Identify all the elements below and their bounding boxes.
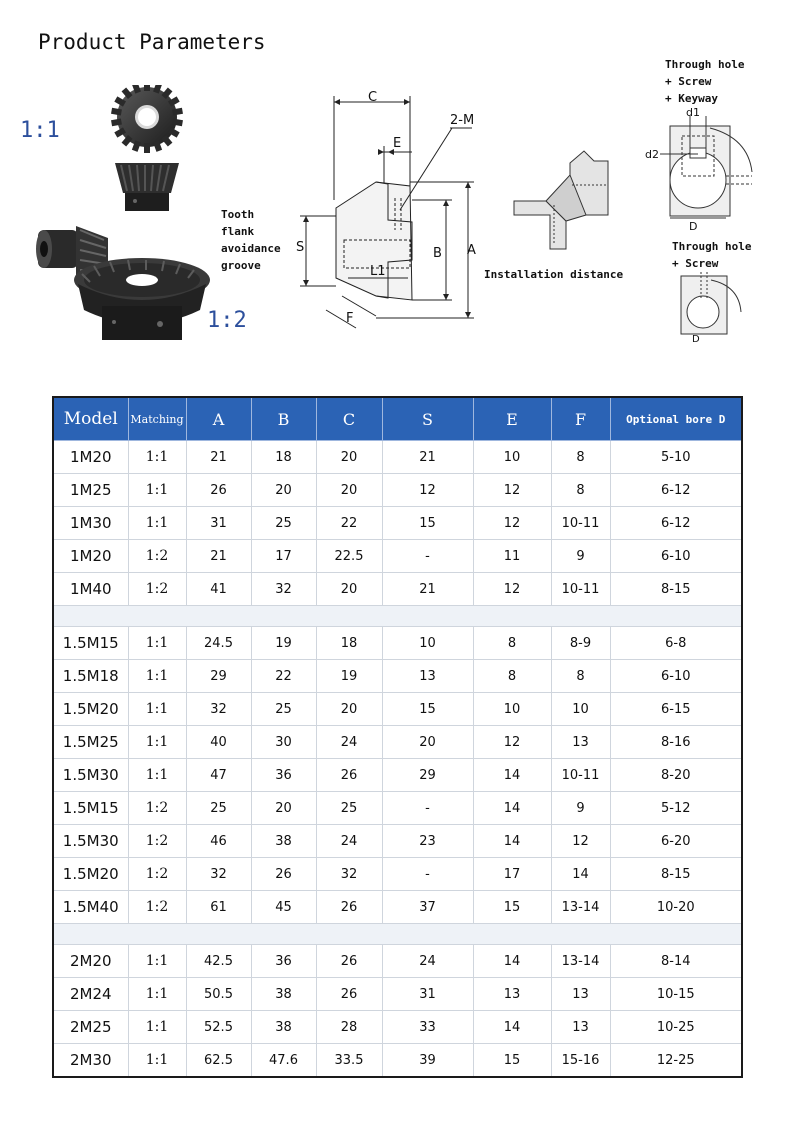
cell-b: 20	[251, 792, 316, 825]
cell-b: 38	[251, 1011, 316, 1044]
cell-c: 28	[316, 1011, 382, 1044]
cell-bore: 5-12	[610, 792, 742, 825]
cell-b: 26	[251, 858, 316, 891]
cell-bore: 10-25	[610, 1011, 742, 1044]
table-row	[53, 573, 742, 606]
cell-a: 24.5	[186, 627, 251, 660]
dim-e-label: E	[393, 136, 402, 151]
cell-matching: 1:1	[128, 627, 186, 660]
cell-f: 10-11	[551, 759, 610, 792]
cell-b: 20	[251, 474, 316, 507]
cell-f: 10-11	[551, 507, 610, 540]
cell-e: 8	[473, 660, 551, 693]
cell-c: 33.5	[316, 1044, 382, 1078]
cell-f: 14	[551, 858, 610, 891]
cell-e: 17	[473, 858, 551, 891]
cell-a: 41	[186, 573, 251, 606]
cell-e: 12	[473, 726, 551, 759]
cell-f: 9	[551, 540, 610, 573]
cell-s: 13	[382, 660, 473, 693]
header-c: C	[316, 397, 382, 441]
cell-model: 1M30	[53, 507, 128, 540]
cell-c: 20	[316, 474, 382, 507]
table-row	[53, 660, 742, 693]
cell-matching: 1:1	[128, 1044, 186, 1078]
header-a: A	[186, 397, 251, 441]
header-s: S	[382, 397, 473, 441]
cell-matching: 1:1	[128, 726, 186, 759]
cell-e: 12	[473, 474, 551, 507]
cell-model: 1.5M30	[53, 759, 128, 792]
cell-bore: 6-15	[610, 693, 742, 726]
cell-c: 20	[316, 441, 382, 474]
cell-c: 24	[316, 726, 382, 759]
cell-model: 1.5M18	[53, 660, 128, 693]
gear-pair-1-1-image	[95, 85, 205, 215]
ratio-label-1-1: 1:1	[20, 118, 60, 143]
tooth-flank-label: Tooth flank avoidance groove	[221, 208, 281, 272]
cell-bore: 6-12	[610, 507, 742, 540]
cell-c: 26	[316, 945, 382, 978]
cell-matching: 1:2	[128, 858, 186, 891]
table-body	[53, 441, 742, 1078]
cell-matching: 1:2	[128, 540, 186, 573]
cell-c: 18	[316, 627, 382, 660]
cell-bore: 8-15	[610, 858, 742, 891]
cell-model: 1.5M15	[53, 627, 128, 660]
cell-f: 8-9	[551, 627, 610, 660]
cell-f: 8	[551, 660, 610, 693]
group-separator	[53, 606, 742, 627]
table-row	[53, 540, 742, 573]
cell-bore: 10-15	[610, 978, 742, 1011]
cell-f: 10	[551, 693, 610, 726]
cell-matching: 1:1	[128, 441, 186, 474]
cell-model: 1M25	[53, 474, 128, 507]
cell-model: 1M20	[53, 540, 128, 573]
cell-a: 21	[186, 540, 251, 573]
cell-b: 17	[251, 540, 316, 573]
cell-a: 52.5	[186, 1011, 251, 1044]
cell-matching: 1:1	[128, 474, 186, 507]
cell-c: 20	[316, 573, 382, 606]
cell-a: 40	[186, 726, 251, 759]
table-row	[53, 945, 742, 978]
table-row	[53, 1044, 742, 1078]
cell-c: 25	[316, 792, 382, 825]
cell-s: 24	[382, 945, 473, 978]
table-row	[53, 891, 742, 924]
cell-model: 1.5M20	[53, 693, 128, 726]
cell-b: 32	[251, 573, 316, 606]
cell-b: 25	[251, 693, 316, 726]
cell-matching: 1:1	[128, 759, 186, 792]
dim-d2-label: d2	[645, 148, 659, 161]
cell-e: 14	[473, 825, 551, 858]
cell-c: 22	[316, 507, 382, 540]
cell-b: 45	[251, 891, 316, 924]
installation-distance-label: Installation distance	[484, 268, 624, 281]
cell-e: 12	[473, 507, 551, 540]
table-row	[53, 474, 742, 507]
cell-e: 10	[473, 693, 551, 726]
dim-s-label: S	[296, 240, 305, 255]
cell-model: 1M20	[53, 441, 128, 474]
group-separator-row	[53, 606, 742, 627]
cell-a: 50.5	[186, 978, 251, 1011]
dim-b-label: B	[433, 246, 442, 261]
cell-model: 2M25	[53, 1011, 128, 1044]
header-model: Model	[53, 397, 128, 441]
cell-bore: 6-12	[610, 474, 742, 507]
cell-bore: 6-8	[610, 627, 742, 660]
cell-s: -	[382, 792, 473, 825]
cell-c: 24	[316, 825, 382, 858]
cell-f: 10-11	[551, 573, 610, 606]
cell-model: 2M30	[53, 1044, 128, 1078]
header-b: B	[251, 397, 316, 441]
cell-c: 26	[316, 759, 382, 792]
cell-a: 32	[186, 858, 251, 891]
cell-matching: 1:1	[128, 660, 186, 693]
cell-f: 13	[551, 726, 610, 759]
cell-c: 26	[316, 891, 382, 924]
cell-bore: 6-10	[610, 540, 742, 573]
cell-f: 13-14	[551, 945, 610, 978]
cell-s: 15	[382, 507, 473, 540]
cell-matching: 1:2	[128, 573, 186, 606]
table-row	[53, 825, 742, 858]
cell-model: 1.5M15	[53, 792, 128, 825]
cell-e: 14	[473, 945, 551, 978]
dim-d-label: D	[689, 220, 698, 233]
cell-a: 21	[186, 441, 251, 474]
cell-f: 13	[551, 1011, 610, 1044]
table-row	[53, 792, 742, 825]
cell-a: 47	[186, 759, 251, 792]
cell-bore: 8-15	[610, 573, 742, 606]
cell-b: 38	[251, 978, 316, 1011]
cell-a: 42.5	[186, 945, 251, 978]
cell-c: 26	[316, 978, 382, 1011]
table-header-row	[53, 397, 742, 441]
dim-c-label: C	[368, 90, 378, 105]
keyway-bore-drawing	[640, 108, 760, 233]
table-row	[53, 1011, 742, 1044]
header-optional-bore: Optional bore D	[610, 397, 742, 441]
ratio-label-1-2: 1:2	[207, 308, 247, 333]
cell-model: 2M24	[53, 978, 128, 1011]
cell-s: 37	[382, 891, 473, 924]
cell-s: 33	[382, 1011, 473, 1044]
cell-a: 62.5	[186, 1044, 251, 1078]
cell-b: 30	[251, 726, 316, 759]
table-row	[53, 858, 742, 891]
cell-e: 14	[473, 759, 551, 792]
cell-model: 1.5M40	[53, 891, 128, 924]
cell-s: 10	[382, 627, 473, 660]
dim-2m-label: 2-M	[450, 113, 475, 128]
dim-l1-label: L1	[370, 264, 386, 279]
cell-e: 15	[473, 1044, 551, 1078]
cell-f: 8	[551, 474, 610, 507]
cell-bore: 6-10	[610, 660, 742, 693]
cell-e: 15	[473, 891, 551, 924]
cell-s: 29	[382, 759, 473, 792]
table-row	[53, 507, 742, 540]
cell-e: 12	[473, 573, 551, 606]
cell-s: 21	[382, 573, 473, 606]
header-e: E	[473, 397, 551, 441]
dim-d1-label: d1	[686, 106, 700, 119]
cell-s: 23	[382, 825, 473, 858]
cell-b: 25	[251, 507, 316, 540]
cell-b: 38	[251, 825, 316, 858]
table-row	[53, 693, 742, 726]
cell-f: 8	[551, 441, 610, 474]
cell-e: 14	[473, 792, 551, 825]
cell-s: -	[382, 540, 473, 573]
cell-f: 9	[551, 792, 610, 825]
cell-e: 11	[473, 540, 551, 573]
table-row	[53, 759, 742, 792]
dim-d-small-label: D	[692, 334, 700, 345]
cell-matching: 1:1	[128, 507, 186, 540]
through-hole-keyway-label: Through hole + Screw + Keyway	[665, 58, 745, 105]
cell-bore: 8-20	[610, 759, 742, 792]
cell-a: 29	[186, 660, 251, 693]
cell-a: 46	[186, 825, 251, 858]
dim-f-label: F	[346, 311, 354, 326]
cell-b: 22	[251, 660, 316, 693]
cell-s: 20	[382, 726, 473, 759]
dim-a-label: A	[467, 243, 476, 258]
cell-b: 47.6	[251, 1044, 316, 1078]
cell-a: 32	[186, 693, 251, 726]
cell-b: 36	[251, 759, 316, 792]
cell-model: 1.5M20	[53, 858, 128, 891]
cell-s: 12	[382, 474, 473, 507]
cell-a: 61	[186, 891, 251, 924]
table-row	[53, 726, 742, 759]
cell-matching: 1:1	[128, 945, 186, 978]
table-row	[53, 978, 742, 1011]
cell-a: 25	[186, 792, 251, 825]
cell-model: 2M20	[53, 945, 128, 978]
cell-model: 1M40	[53, 573, 128, 606]
spec-table	[52, 396, 743, 1078]
group-separator	[53, 924, 742, 945]
cell-f: 13-14	[551, 891, 610, 924]
cell-a: 26	[186, 474, 251, 507]
cell-bore: 8-16	[610, 726, 742, 759]
table-row	[53, 627, 742, 660]
cell-c: 19	[316, 660, 382, 693]
cell-s: 15	[382, 693, 473, 726]
through-hole-screw-label: Through hole + Screw	[672, 240, 752, 270]
cell-matching: 1:1	[128, 693, 186, 726]
cell-bore: 10-20	[610, 891, 742, 924]
cell-e: 10	[473, 441, 551, 474]
cell-s: 21	[382, 441, 473, 474]
group-separator-row	[53, 924, 742, 945]
cell-s: 31	[382, 978, 473, 1011]
cell-f: 13	[551, 978, 610, 1011]
installation-distance-drawing	[510, 145, 620, 255]
cell-matching: 1:2	[128, 891, 186, 924]
table-row	[53, 441, 742, 474]
cell-c: 22.5	[316, 540, 382, 573]
cell-model: 1.5M25	[53, 726, 128, 759]
cell-b: 18	[251, 441, 316, 474]
cell-f: 12	[551, 825, 610, 858]
cell-s: 39	[382, 1044, 473, 1078]
cell-bore: 5-10	[610, 441, 742, 474]
cell-e: 13	[473, 978, 551, 1011]
cell-bore: 12-25	[610, 1044, 742, 1078]
cell-b: 36	[251, 945, 316, 978]
header-matching: Matching	[128, 397, 186, 441]
cell-matching: 1:1	[128, 978, 186, 1011]
cell-matching: 1:2	[128, 825, 186, 858]
cell-e: 14	[473, 1011, 551, 1044]
header-f: F	[551, 397, 610, 441]
cell-s: -	[382, 858, 473, 891]
cell-bore: 8-14	[610, 945, 742, 978]
screw-bore-drawing	[665, 272, 755, 338]
cell-b: 19	[251, 627, 316, 660]
page-title: Product Parameters	[38, 30, 266, 54]
cell-a: 31	[186, 507, 251, 540]
cell-bore: 6-20	[610, 825, 742, 858]
cell-matching: 1:1	[128, 1011, 186, 1044]
gear-pair-1-2-image	[30, 210, 210, 345]
cell-c: 32	[316, 858, 382, 891]
cell-c: 20	[316, 693, 382, 726]
cell-matching: 1:2	[128, 792, 186, 825]
cell-model: 1.5M30	[53, 825, 128, 858]
cell-f: 15-16	[551, 1044, 610, 1078]
cell-e: 8	[473, 627, 551, 660]
